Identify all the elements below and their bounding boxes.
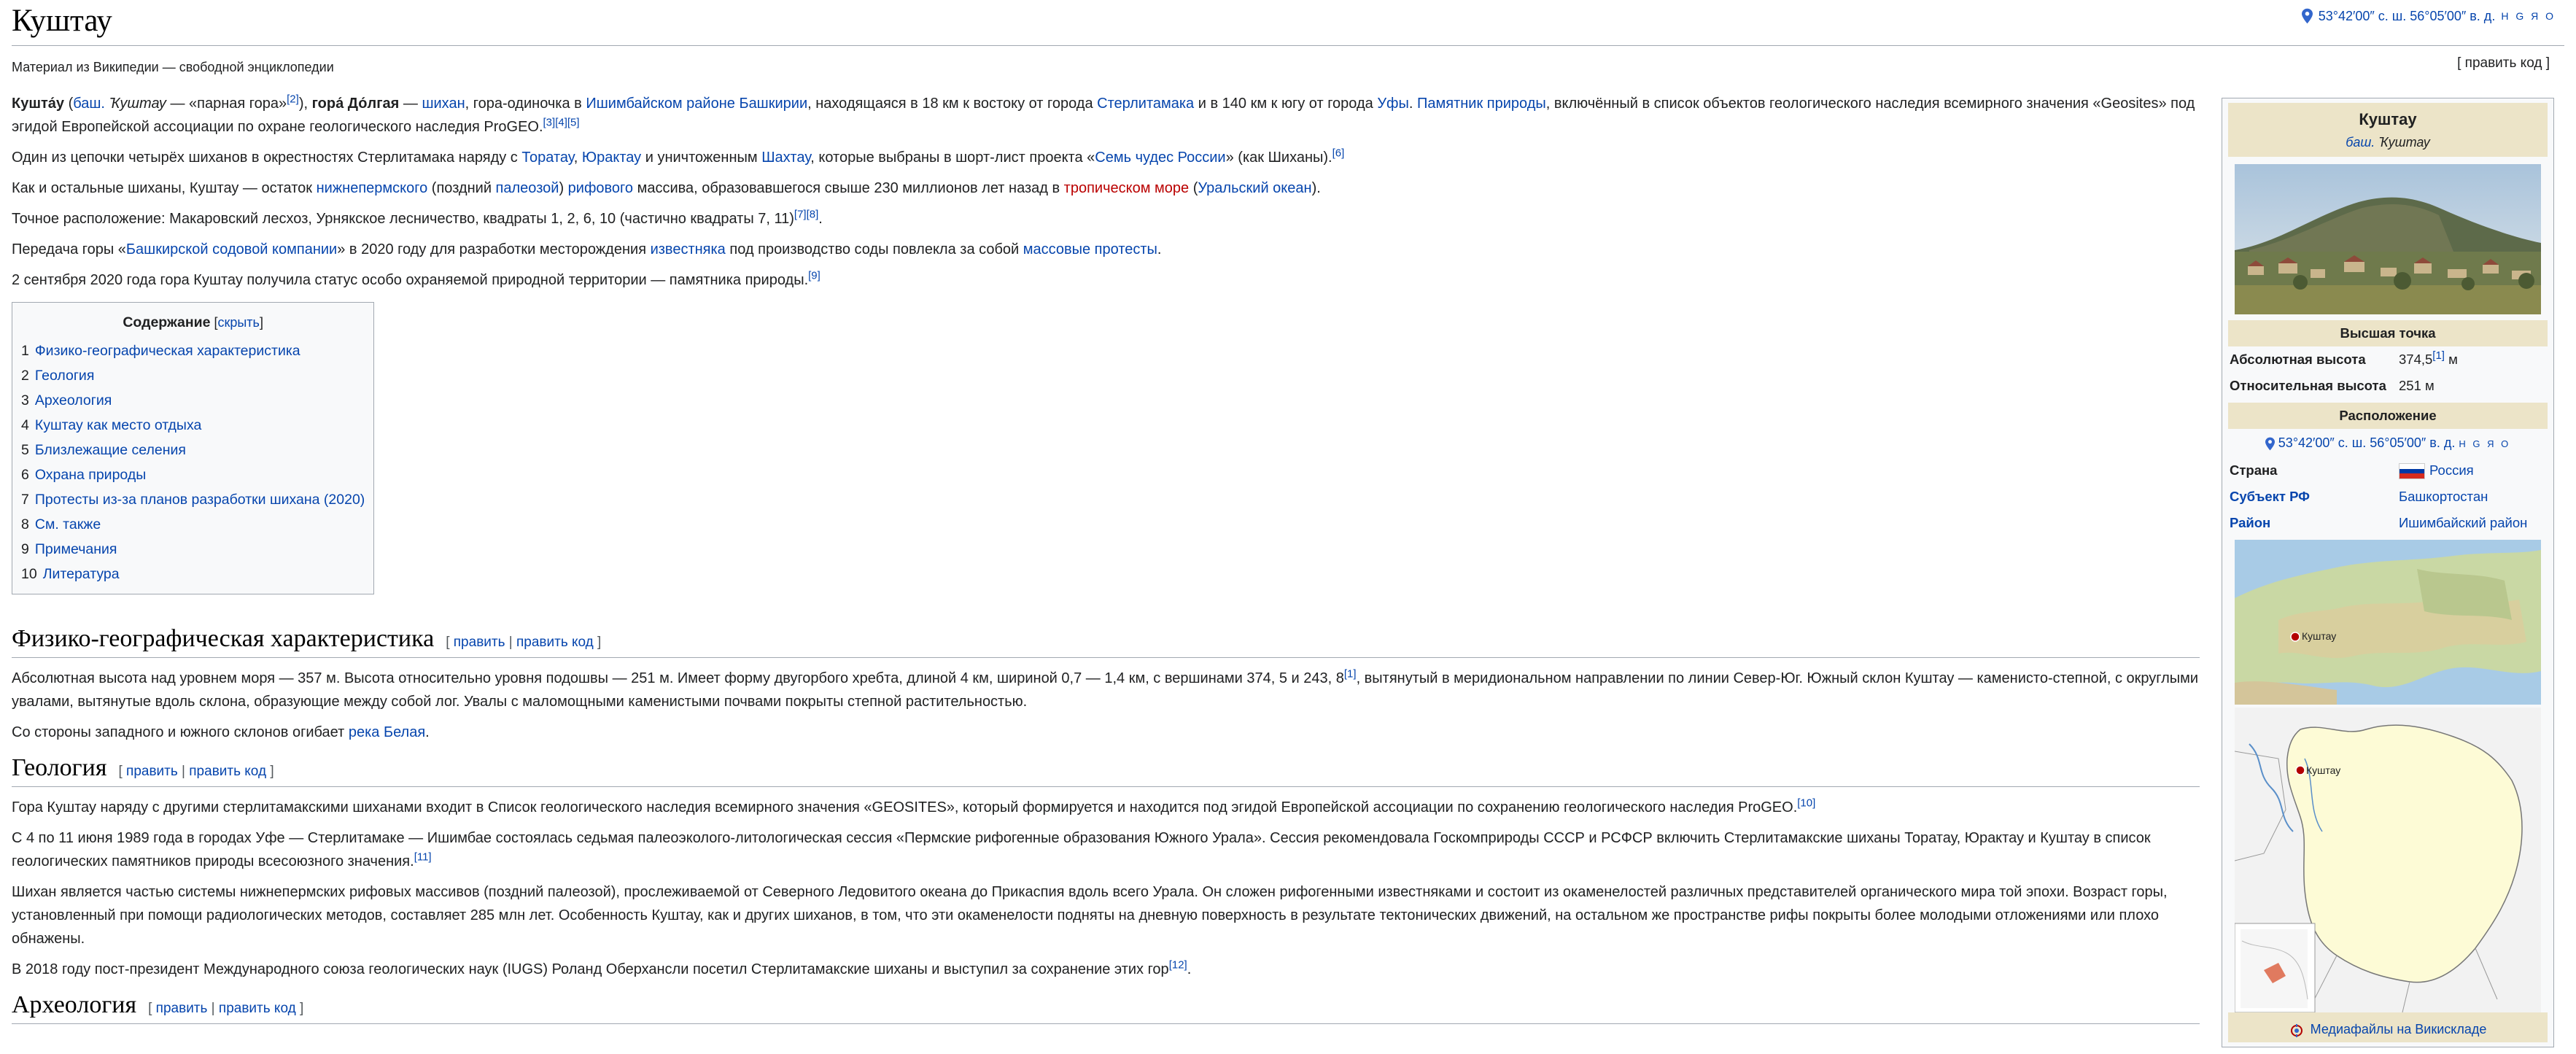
link-ural-ocean[interactable]: Уральский океан <box>1198 180 1312 196</box>
toc-item[interactable]: 7 Протесты из-за планов разработки шихана (2020) <box>21 492 365 508</box>
geology-paragraph-3: Шихан является частью системы нижнепермских рифовых массивов (поздний палеозой), прослеживаемой от Северного Ледовитого океана до Прикаспия вдоль всего Урала. Он сложен рифогенными известняками и состоит из окаменелостей различных представителей органического мира той эпохи. Возраст горы, установленный при помощи радиологических методов, составляет 285 млн лет. Особенность Куштау, как и других шиханов, в том, что эти окаменелости подняты на дневную поверхность в результате тектонических движений, на остальном же пространстве рифы покрыты более молодыми отложениями или плохо обнажены. <box>12 883 2168 947</box>
infobox-row-district <box>2228 510 2548 536</box>
infobox <box>2222 98 2554 1047</box>
infobox-geo-links[interactable]: H G Я O <box>2459 438 2511 449</box>
intro-paragraph-4: Точное расположение: Макаровский лесхоз, Урнякское лесничество, квадраты 1, 2, 6, 10 (частично квадраты 7, 11)[7][8]. <box>12 208 823 227</box>
location-marker <box>2296 766 2305 775</box>
link-seven-wonders[interactable]: Семь чудес России <box>1095 150 1226 166</box>
edit-section-link[interactable]: править <box>453 635 505 651</box>
link-ishimbay-district[interactable]: Ишимбайском районе Башкирии <box>586 96 808 112</box>
toc-hide-toggle[interactable]: скрыть <box>217 315 260 330</box>
site-tagline: Материал из Википедии — свободной энциклопедии <box>12 60 334 74</box>
title-divider <box>12 45 2564 46</box>
bashkortostan-locator-map[interactable] <box>2235 708 2541 1012</box>
refs-7-8[interactable]: [7][8] <box>794 208 819 221</box>
toc-link[interactable]: Близлежащие селения <box>34 442 186 459</box>
toc-item[interactable]: 4 Куштау как место отдыха <box>21 417 202 434</box>
location-pin-icon <box>2265 437 2275 451</box>
refs-3-5[interactable]: [3][4][5] <box>543 116 580 129</box>
toc-link[interactable]: Охрана природы <box>34 467 147 484</box>
toc-item[interactable]: 6 Охрана природы <box>21 467 147 484</box>
link-shikhan[interactable]: шихан <box>422 96 465 112</box>
geology-paragraph-2: С 4 по 11 июня 1989 года в городах Уфе — Стерлитамаке — Ишимбае состоялась седьмая палеоэколого-литологическая сессия «Пермские рифогенные образования Южного Урала». Сессия рекомендовала Госкомприроды СССР и РСФСР включить Стерлитамакские шиханы Торатау, Юрактау и Куштау в список геологических памятников природы всесоюзного значения.[11] <box>12 829 2151 869</box>
russia-locator-map[interactable] <box>2235 540 2541 705</box>
link-bashkir-lang[interactable]: баш. <box>73 96 105 112</box>
section-edit-links: [ править | править код ] <box>446 635 602 651</box>
infobox-row-subject <box>2228 484 2548 510</box>
link-bashkortostan[interactable]: Башкортостан <box>2399 488 2488 504</box>
ref-1[interactable]: [1] <box>1343 667 1357 681</box>
link-subject-rf-label[interactable]: Субъект РФ <box>2230 488 2310 504</box>
edit-section-link[interactable]: править <box>126 764 178 780</box>
ref-1[interactable]: [1] <box>2432 349 2445 362</box>
toc-item[interactable]: 3 Археология <box>21 392 112 409</box>
physgeo-paragraph-1: Абсолютная высота над уровнем моря — 357 м. Высота относительно уровня подошвы — 251 м. Имеет форму двугорбого хребта, длиной 4 км, шириной 0,7 — 1,4 км, с вершинами 374, 5 и 243, 8[1], вытянутый в меридиональном направлении по линии Север-Юг. Южный склон Куштау — каменисто-степной, с округлыми увалами, вытянутые вдоль склона, образующие между собой лог. Увалы с маломощными каменистыми почвами покрыты степной растительностью. <box>12 667 2199 710</box>
toc-title: Содержание <box>123 314 211 330</box>
toc-item[interactable]: 8 См. также <box>21 516 101 533</box>
intro-paragraph-3: Как и остальные шиханы, Куштау — остаток нижнепермского (поздний палеозой) рифового массива, образовавшегося свыше 230 миллионов лет назад в тропическом море (Уральский океан). <box>12 180 1321 196</box>
toc-item[interactable]: 5 Близлежащие селения <box>21 442 186 459</box>
section-heading-archaeology: Археология [ править | править код ] <box>12 988 2200 1024</box>
infobox-lang-link[interactable]: баш. <box>2346 135 2375 150</box>
ref-10[interactable]: [10] <box>1797 797 1816 810</box>
link-russia[interactable]: Россия <box>2429 462 2474 478</box>
wikimedia-commons-icon <box>2289 1023 2304 1038</box>
section-heading-physgeo: Физико-географическая характеристика [ править | править код ] <box>12 622 2200 658</box>
toc-link[interactable]: Литература <box>42 566 120 583</box>
infobox-row-rel-height: Относительная высота 251 м <box>2230 377 2435 393</box>
link-bashkir-soda[interactable]: Башкирской содовой компании <box>125 241 338 257</box>
infobox-coordinates <box>2228 429 2548 457</box>
bashkir-name: Ҡуштау <box>109 96 166 112</box>
commons-link[interactable]: Медиафайлы на Викискладе <box>2310 1022 2487 1037</box>
commons-link-row[interactable] <box>2228 1012 2548 1042</box>
intro-paragraph-5: Передача горы «Башкирской содовой компании» в 2020 году для разработки месторождения известняка под производство соды повлекла за собой массовые протесты. <box>12 241 1162 257</box>
map2-label: Куштау <box>2306 764 2341 777</box>
toc-link[interactable]: Физико-географическая характеристика <box>34 343 300 360</box>
toc-link[interactable]: См. также <box>34 516 101 533</box>
link-shakhtau[interactable]: Шахтау <box>761 150 811 166</box>
article-name-bold: Кушта́у <box>12 96 65 112</box>
ref-2[interactable]: [2] <box>287 93 299 106</box>
coordinates-link[interactable]: 53°42′00″ с. ш. 56°05′00″ в. д. <box>2318 9 2496 23</box>
geo-service-links[interactable]: H G Я O <box>2501 10 2556 23</box>
ref-12[interactable]: [12] <box>1168 958 1187 972</box>
link-limestone[interactable]: известняка <box>650 241 726 257</box>
toc-item[interactable]: 2 Геология <box>21 368 95 384</box>
infobox-row-country: Страна Россия <box>2228 457 2548 484</box>
toc-link[interactable]: Примечания <box>34 541 117 558</box>
geology-paragraph-1: Гора Куштау наряду с другими стерлитамакскими шиханами входит в Список геологического наследия всемирного значения «GEOSITES», который формируется и находится под эгидой Европейской ассоциации по сохранению геологического наследия ProGEO.[10] <box>12 797 1816 815</box>
link-belaya-river[interactable]: река Белая <box>348 724 426 741</box>
table-of-contents <box>12 302 374 594</box>
link-nature-monument[interactable]: Памятник природы <box>1417 96 1546 112</box>
redlink-tropical-sea[interactable]: тропическом море <box>1063 180 1190 196</box>
infobox-title: Куштау <box>2228 103 2548 133</box>
location-marker <box>2291 632 2300 641</box>
article-body <box>12 92 2200 1033</box>
toc-link[interactable]: Археология <box>34 392 112 409</box>
intro-paragraph-6: 2 сентября 2020 года гора Куштау получила статус особо охраняемой природной территории — памятника природы.[9] <box>12 269 820 288</box>
infobox-coordinates-link[interactable]: 53°42′00″ с. ш. 56°05′00″ в. д. <box>2278 435 2456 450</box>
intro-paragraph-2: Один из цепочки четырёх шиханов в окрестностях Стерлитамака наряду с Торатау, Юрактау и уничтоженным Шахтау, которые выбраны в шорт-лист проекта «Семь чудес России» (как Шиханы).[6] <box>12 147 1345 166</box>
alt-name-bold: гора́ До́лгая <box>311 96 400 112</box>
edit-code-section-link[interactable]: править код <box>516 635 594 651</box>
physgeo-paragraph-2: Со стороны западного и южного склонов огибает река Белая. <box>12 724 430 741</box>
edit-section-link[interactable]: править <box>155 1000 208 1016</box>
edit-code-section-link[interactable]: править код <box>189 764 267 780</box>
toc-item[interactable]: 10 Литература <box>21 566 120 583</box>
link-ufa[interactable]: Уфы <box>1377 96 1409 112</box>
link-lower-permian[interactable]: нижнепермского <box>316 180 428 196</box>
infobox-header-peak: Высшая точка <box>2228 320 2548 346</box>
link-mass-protests[interactable]: массовые протесты <box>1023 241 1157 257</box>
section-edit-links: [ править | править код ] <box>148 1000 304 1016</box>
section-edit-links: [ править | править код ] <box>118 764 274 780</box>
edit-code-section-link[interactable]: править код <box>218 1000 296 1016</box>
intro-paragraph-1: Кушта́у (баш. Ҡуштау — «парная гора»[2]), гора́ До́лгая — шихан, гора-одиночка в Ишимбайском районе Башкирии, находящаяся в 18 км к востоку от города Стерлитамака и в 140 км к югу от города Уфы. Памятник природы, включённый в список объектов геологического наследия всемирного значения «Geosites» под эгидой Европейской ассоциации по охране геологического наследия ProGEO.[3][4][5] <box>12 93 2195 135</box>
link-district-label[interactable]: Район <box>2230 514 2271 530</box>
location-pin-icon <box>2302 8 2313 24</box>
infobox-subtitle: баш. Ҡуштау <box>2228 133 2548 157</box>
link-sterlitamak[interactable]: Стерлитамака <box>1097 96 1195 112</box>
page-title: Куштау <box>12 4 112 38</box>
link-ishimbay-district[interactable]: Ишимбайский район <box>2399 514 2528 530</box>
toc-item[interactable]: 9 Примечания <box>21 541 117 558</box>
infobox-header-location: Расположение <box>2228 403 2548 429</box>
link-toratau[interactable]: Торатау <box>521 150 574 166</box>
ref-6[interactable]: [6] <box>1332 147 1345 160</box>
toc-link[interactable]: Куштау как место отдыха <box>34 417 202 434</box>
toc-item[interactable]: 1 Физико-географическая характеристика <box>21 343 300 360</box>
ref-11[interactable]: [11] <box>414 850 432 864</box>
toc-link[interactable]: Геология <box>34 368 95 384</box>
toc-link[interactable]: Протесты из-за планов разработки шихана (2020) <box>34 492 365 508</box>
infobox-row-abs-height: Абсолютная высота 374,5[1] м <box>2230 349 2458 367</box>
link-paleozoic[interactable]: палеозой <box>495 180 559 196</box>
top-coordinates <box>2302 6 2556 27</box>
ref-9[interactable]: [9] <box>808 269 820 282</box>
geology-paragraph-4: В 2018 году пост-президент Международного союза геологических наук (IUGS) Роланд Оберхансли посетил Стерлитамакские шиханы и выступил за сохранение этих гор[12]. <box>12 958 1192 977</box>
link-yuraktau[interactable]: Юрактау <box>581 150 642 166</box>
link-reef[interactable]: рифового <box>567 180 634 196</box>
map1-label: Куштау <box>2302 630 2337 643</box>
edit-code-link[interactable]: [ править код ] <box>2457 55 2550 71</box>
russia-flag-icon <box>2399 463 2425 479</box>
toc-list <box>21 338 365 586</box>
section-heading-geology: Геология [ править | править код ] <box>12 751 2200 787</box>
toc-header: Содержание [скрыть] <box>123 314 263 330</box>
mountain-photo[interactable] <box>2235 164 2541 314</box>
